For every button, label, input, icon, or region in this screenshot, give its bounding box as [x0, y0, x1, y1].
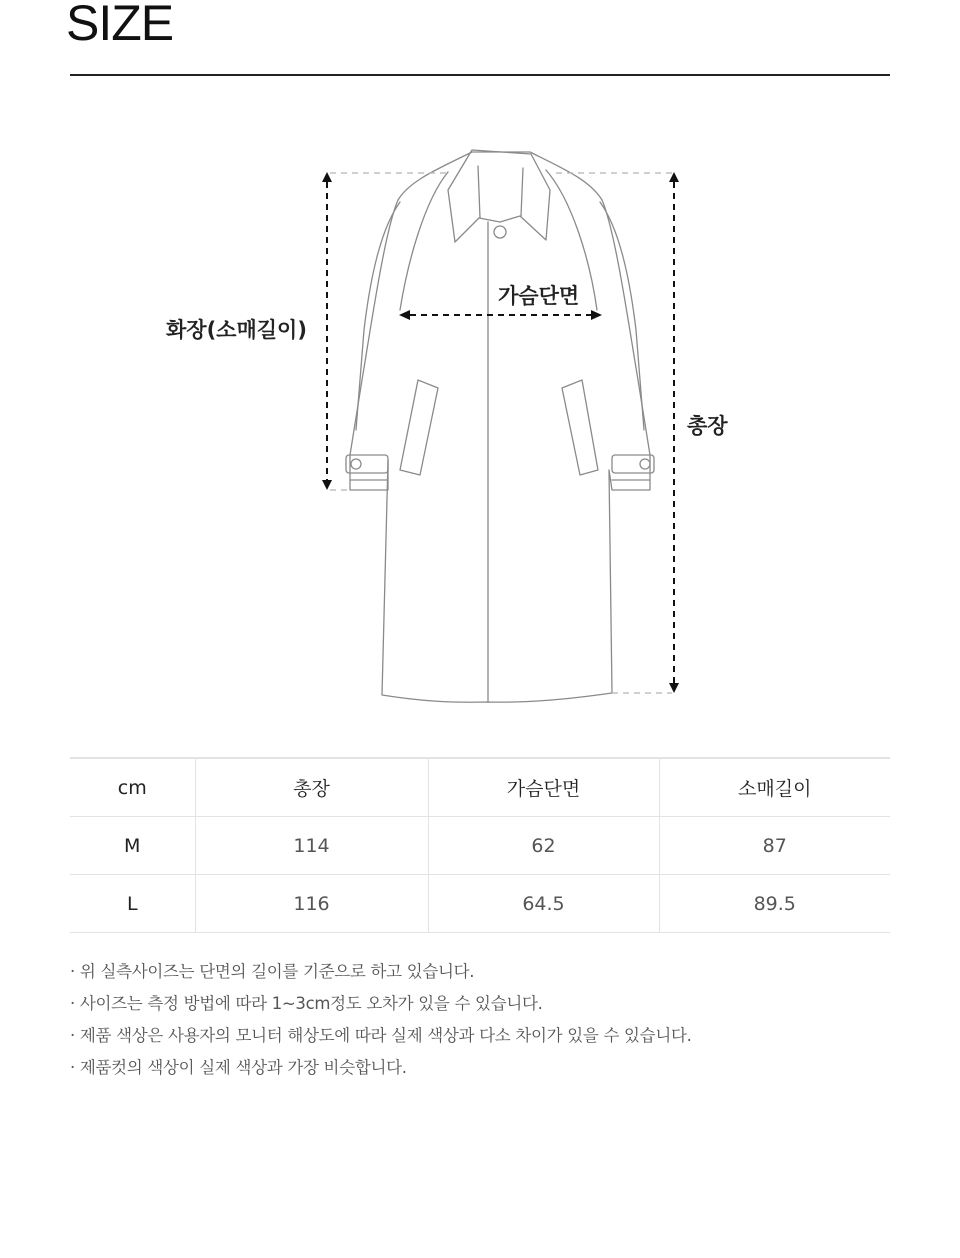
size-notes	[70, 958, 692, 1086]
table-row	[70, 817, 890, 875]
chest-width-label: 가슴단면	[498, 284, 580, 308]
arrow-down-icon	[322, 480, 332, 490]
column-header-chest: 가슴단면	[428, 758, 659, 817]
coat-size-diagram	[0, 130, 960, 720]
column-header-total-length: 총장	[195, 758, 428, 817]
size-label: M	[70, 817, 195, 875]
coat-illustration	[0, 130, 960, 720]
arrow-down-icon	[669, 683, 679, 693]
table-header-row	[70, 758, 890, 817]
note-item: · 제품컷의 색상이 실제 색상과 가장 비슷합니다.	[70, 1058, 407, 1077]
table-cell: 89.5	[659, 875, 890, 933]
note-item: · 위 실측사이즈는 단면의 길이를 기준으로 하고 있습니다.	[70, 962, 475, 981]
page-title: SIZE	[66, 0, 174, 51]
size-label: L	[70, 875, 195, 933]
arrow-right-icon	[591, 310, 602, 320]
table-cell: 87	[659, 817, 890, 875]
title-divider	[70, 74, 890, 76]
column-header-unit: cm	[70, 758, 195, 817]
note-item: · 제품 색상은 사용자의 모니터 해상도에 따라 실제 색상과 다소 차이가 있을 수 있습니다.	[70, 1026, 692, 1045]
total-length-label: 총장	[687, 414, 728, 438]
table-cell: 116	[195, 875, 428, 933]
size-table	[70, 757, 890, 933]
table-cell: 114	[195, 817, 428, 875]
table-row	[70, 875, 890, 933]
arrow-left-icon	[399, 310, 410, 320]
sleeve-length-label: 화장(소매길이)	[166, 318, 307, 342]
note-item: · 사이즈는 측정 방법에 따라 1~3cm정도 오차가 있을 수 있습니다.	[70, 994, 543, 1013]
column-header-sleeve: 소매길이	[659, 758, 890, 817]
table-cell: 62	[428, 817, 659, 875]
table-cell: 64.5	[428, 875, 659, 933]
